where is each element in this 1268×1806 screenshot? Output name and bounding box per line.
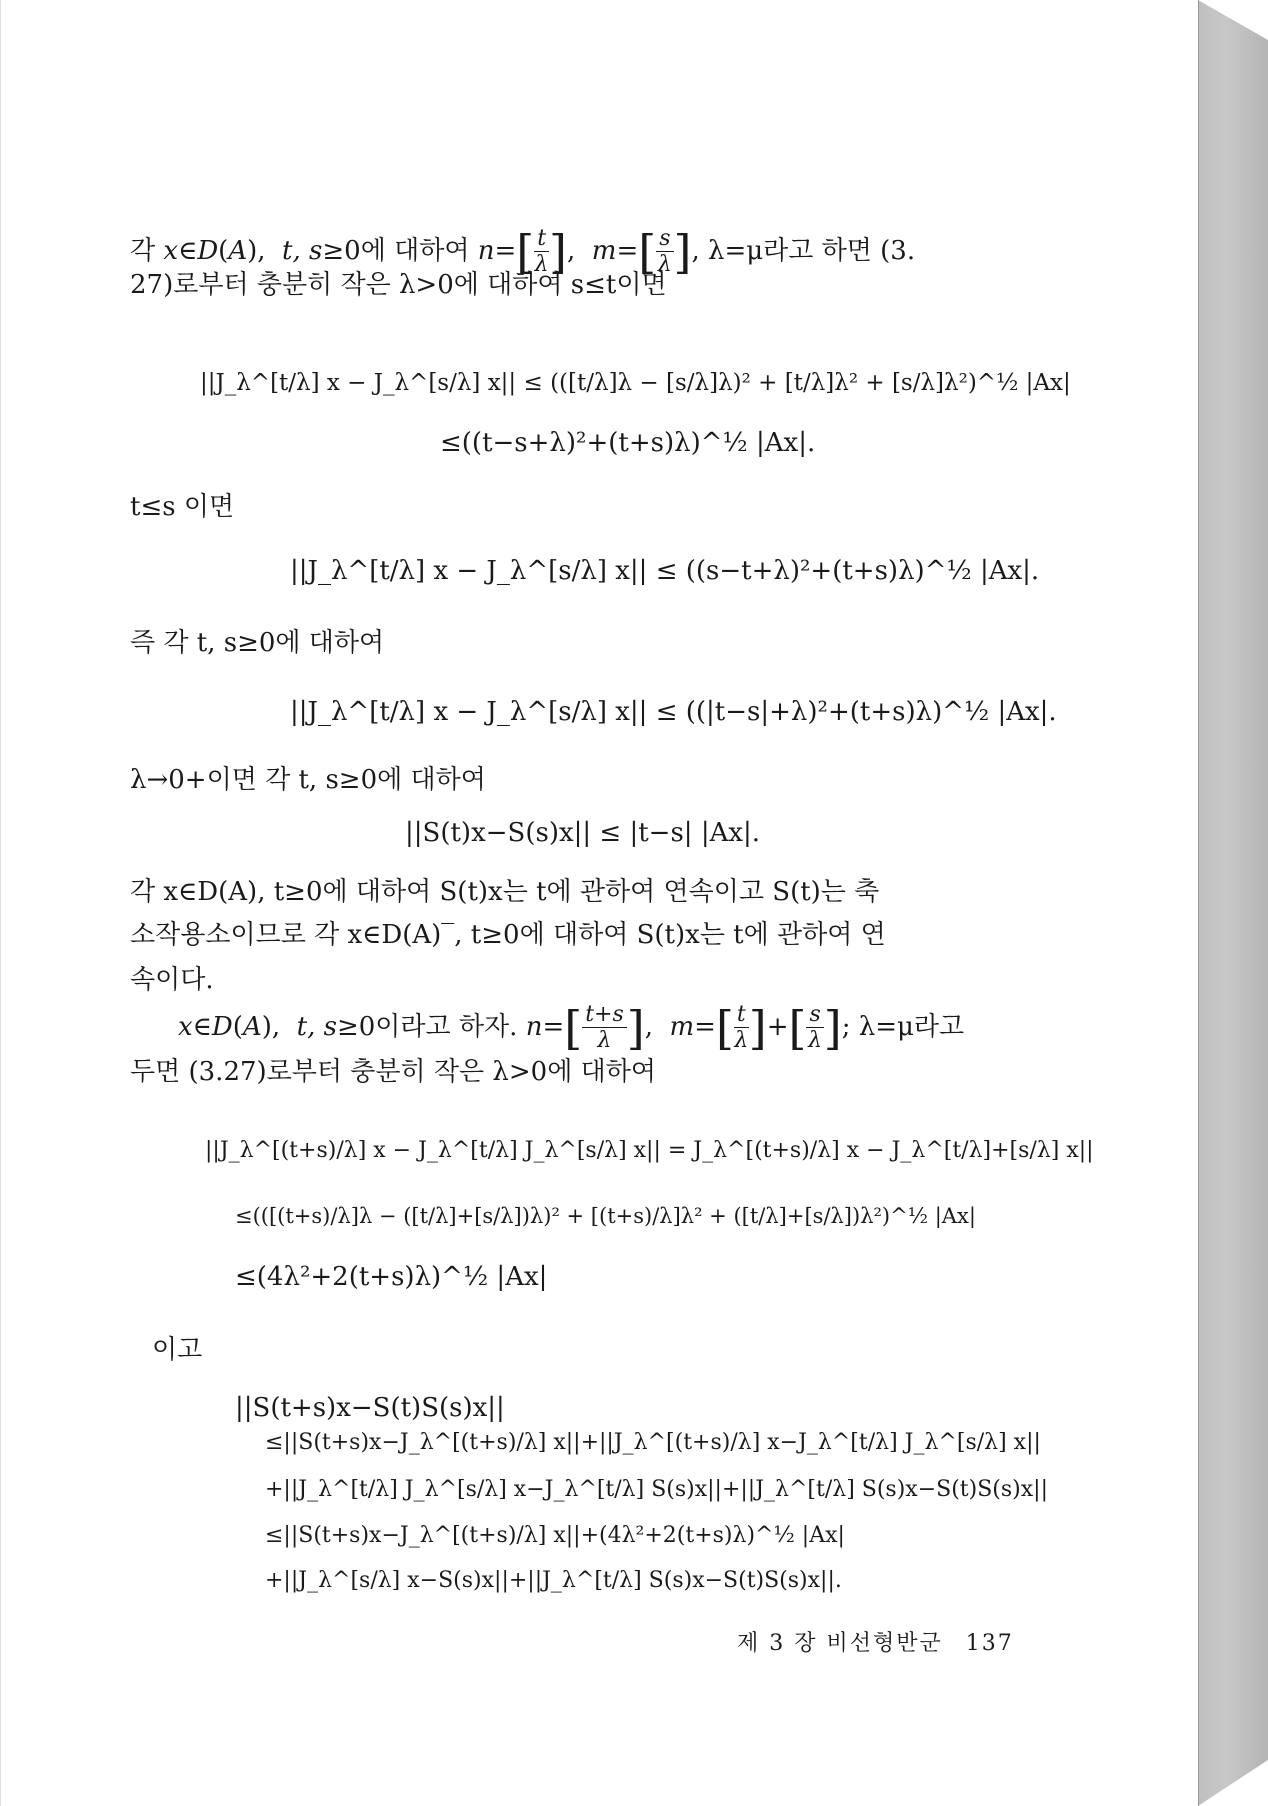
page-edge bbox=[1198, 0, 1268, 1806]
paragraph-line: 이고 bbox=[152, 1335, 203, 1365]
page-footer bbox=[737, 1626, 1014, 1657]
equation-line: ||J_λ^[t/λ] x − J_λ^[s/λ] x|| ≤ ((s−t+λ)²+(t+s)λ)^½ |Ax|. bbox=[290, 556, 1040, 586]
paragraph-line: 소작용소이므로 각 x∈D(A)‾, t≥0에 대하여 S(t)x는 t에 관하여 연 bbox=[130, 920, 886, 950]
equation-line: +||J_λ^[s/λ] x−S(s)x||+||J_λ^[t/λ] S(s)x−S(t)S(s)x||. bbox=[265, 1568, 842, 1593]
equation-line: ||S(t+s)x−S(t)S(s)x|| bbox=[235, 1393, 505, 1423]
paragraph-line: 27)로부터 충분히 작은 λ>0에 대하여 s≤t이면 bbox=[130, 270, 667, 300]
equation-line: ≤(([(t+s)/λ]λ − ([t/λ]+[s/λ])λ)² + [(t+s)/λ]λ² + ([t/λ]+[s/λ])λ²)^½ |Ax| bbox=[235, 1204, 976, 1228]
paragraph-line: 각 x∈D(A), t≥0에 대하여 S(t)x는 t에 관하여 연속이고 S(t)는 축 bbox=[130, 877, 880, 907]
chapter-title: 제 3 장 비선형반군 bbox=[737, 1631, 943, 1656]
equation-line: ||J_λ^[(t+s)/λ] x − J_λ^[t/λ] J_λ^[s/λ] x|| = J_λ^[(t+s)/λ] x − J_λ^[t/λ]+[s/λ] x|| bbox=[205, 1138, 1094, 1163]
equation-line: ≤((t−s+λ)²+(t+s)λ)^½ |Ax|. bbox=[440, 428, 816, 458]
equation-line: ||J_λ^[t/λ] x − J_λ^[s/λ] x|| ≤ ((|t−s|+λ)²+(t+s)λ)^½ |Ax|. bbox=[290, 697, 1057, 727]
paragraph-line: 각 x∈D(A), t, s≥0에 대하여 n=[ $\frac{t}{\lambda}$ ], m=[ $\frac{s}{\lambda}$ ], λ=μ라고 하면 (3. bbox=[130, 224, 916, 279]
page-edge-line bbox=[1198, 0, 1199, 1806]
equation-line: +||J_λ^[t/λ] J_λ^[s/λ] x−J_λ^[t/λ] S(s)x||+||J_λ^[t/λ] S(s)x−S(t)S(s)x|| bbox=[265, 1477, 1048, 1502]
paragraph-line: λ→0+이면 각 t, s≥0에 대하여 bbox=[130, 765, 486, 795]
page-number: 137 bbox=[965, 1631, 1014, 1656]
equation-line: ≤(4λ²+2(t+s)λ)^½ |Ax| bbox=[235, 1262, 548, 1292]
equation-line: ≤||S(t+s)x−J_λ^[(t+s)/λ] x||+(4λ²+2(t+s)λ)^½ |Ax| bbox=[265, 1523, 845, 1548]
equation-line: ≤||S(t+s)x−J_λ^[(t+s)/λ] x||+||J_λ^[(t+s)/λ] x−J_λ^[t/λ] J_λ^[s/λ] x|| bbox=[265, 1430, 1041, 1455]
equation-line: ||J_λ^[t/λ] x − J_λ^[s/λ] x|| ≤ (([t/λ]λ − [s/λ]λ)² + [t/λ]λ² + [s/λ]λ²)^½ |Ax| bbox=[200, 370, 1071, 396]
equation-line: ||S(t)x−S(s)x|| ≤ |t−s| |Ax|. bbox=[405, 818, 761, 848]
paragraph-line: 두면 (3.27)로부터 충분히 작은 λ>0에 대하여 bbox=[130, 1057, 656, 1087]
paragraph-line: x∈D(A), t, s≥0이라고 하자. n=[ $\frac{t+s}{\lambda}$ ], m=[ $\frac{t}{\lambda}$ ]+[ $\frac{s}{\lambda}$ ]; λ=μ라고 bbox=[178, 1000, 965, 1055]
paragraph-line: t≤s 이면 bbox=[130, 492, 235, 522]
paragraph-line: 속이다. bbox=[130, 965, 214, 995]
paragraph-line: 즉 각 t, s≥0에 대하여 bbox=[130, 628, 385, 658]
